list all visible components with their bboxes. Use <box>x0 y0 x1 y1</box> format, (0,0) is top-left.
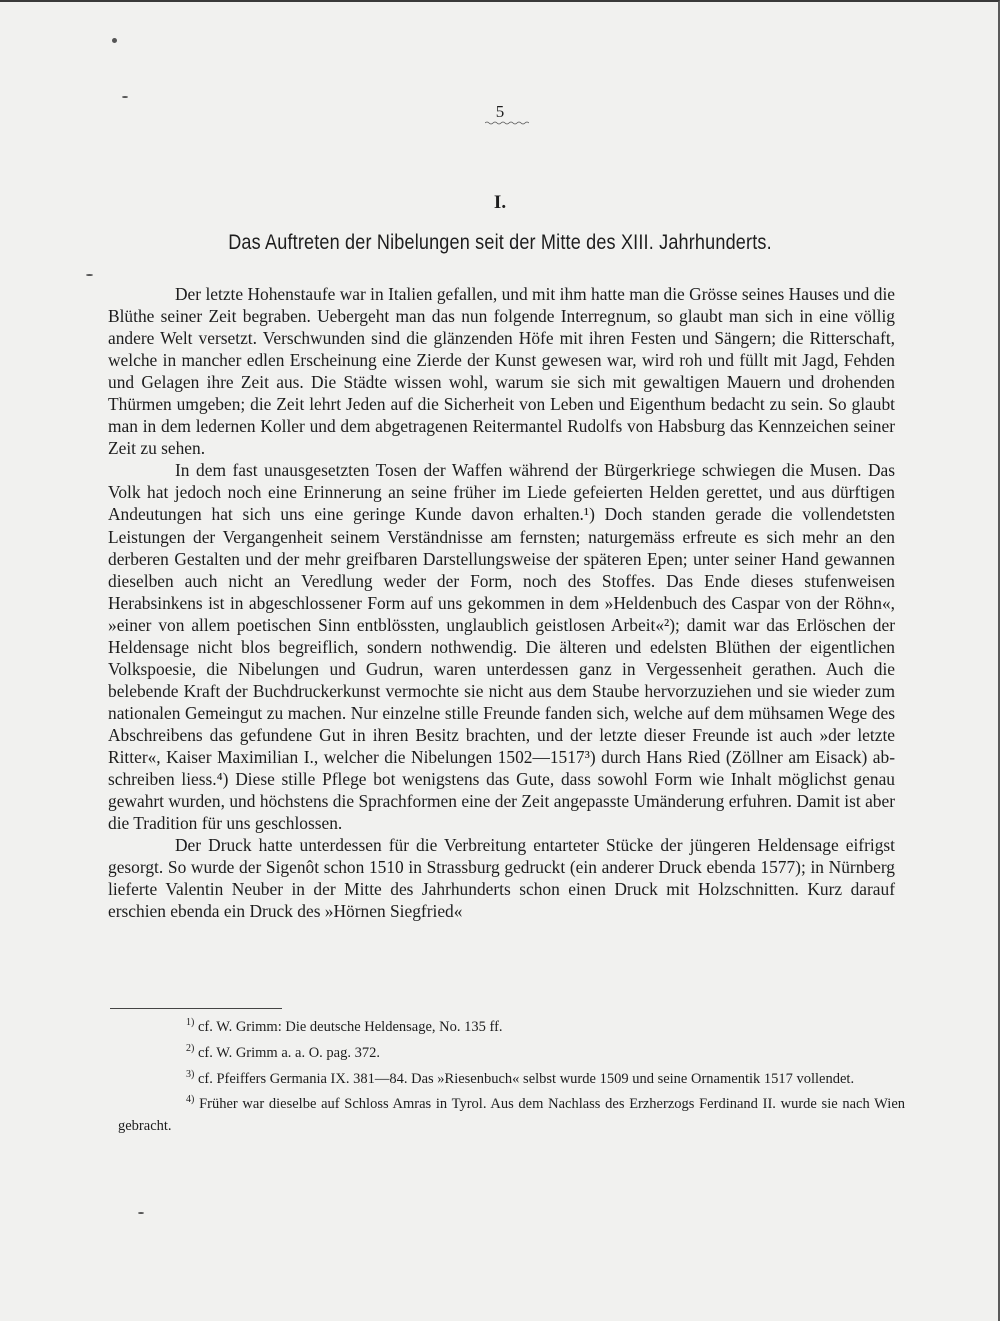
footnote-text: cf. W. Grimm a. a. O. pag. 372. <box>197 1044 380 1061</box>
print-speck <box>86 274 93 276</box>
chapter-number: I. <box>493 192 507 213</box>
footnote-marker: 1) <box>186 1017 195 1028</box>
print-speck <box>112 38 117 43</box>
paragraph: Der letzte Hohenstaufe war in Italien gefallen, und mit ihm hatte man die Grösse seines Hauses und die Blüthe seiner Zeit begraben. Uebergeht man das nun folgende Interregnum, so glaubt man sich in eine völlig andere Welt versetzt. Verschwunden sind die glänzenden Höfe mit ihren Festen und Sängern; die Ritterschaft, welche in mancher edlen Erscheinung eine Zierde der Kunst gewesen war, wird roh und füllt mit Jagd, Fehden und Gelagen ihre Zeit aus. Die Städte wissen wohl, warum sie sich mit gewaltigen Mauern und drohenden Thürmen umgeben; die Zeit lehrt Jeden auf die Sicherheit von Leben und Eigenthum bedacht zu sein. So glaubt man in dem ledernen Koller und dem abgetragenen Reitermantel Rudolfs von Habsburg das Kennzeichen seiner Zeit zu sehen. <box>108 284 895 459</box>
footnotes <box>118 1012 905 1137</box>
page-number: 5 <box>495 102 505 121</box>
paragraph: Der Druck hatte unterdessen für die Verbreitung entarteter Stücke der jüngeren Heldensage eifrigst gesorgt. So wurde der Sigenôt schon 1510 in Strassburg gedruckt (ein anderer Druck ebenda 1577); in Nürnberg lieferte Valentin Neuber in der Mitte des Jahrhunderts schon einen Druck mit Holzschnitten. Kurz darauf erschien ebenda ein Druck des »Hörnen Siegfried« <box>108 835 895 922</box>
paragraph: In dem fast unausgesetzten Tosen der Waffen während der Bürgerkriege schwiegen die Musen. Das Volk hat jedoch noch eine Erinnerung an seine früher im Liede gefeierten Helden gerettet, und aus dürftigen Andeutungen hat sich uns eine geringe Kunde davon erhalten.¹) Doch standen gerade die vollendetsten Leistungen der Vergangenheit seinem Verständnisse am fernsten; naturgemäss erfreute es sich mehr an den derberen Gestalten und der mehr greifbaren Darstellungsweise der späteren Epen; unter seiner Hand gewannen dieselben auch nicht an Veredlung weder der Form, noch des Stoffes. Das Ende dieses stufenweisen Herabsinkens ist in abgeschlossener Form auf uns gekommen in dem »Heldenbuch des Caspar von der Röhn«, »einer von allem poetischen Sinn entblössten, unglaublich geistlosen Arbeit«²); damit war das Erlöschen der Heldensage nicht blos begreiflich, sondern nothwendig. Die älteren und edelsten Blüthen der eigentlichen Volkspoesie, die Nibelungen und Gudrun, waren unterdessen ganz in Vergessenheit gerathen. Auch die belebende Kraft der Buchdruckerkunst vermochte sie nicht aus dem Staube hervorzuziehen und sie wieder zum nationalen Gemeingut zu machen. Nur einzelne stille Freunde fanden sich, welche auf dem mühsamen Wege des Abschreibens das gefundene Gut in ihren Besitz brachten, und der letzte dieser Freunde ist auch »der letzte Ritter«, Kaiser Maximilian I., welcher die Nibelungen 1502—1517³) durch Hans Ried (Zöllner am Eisack) abschreiben liess.⁴) Diese stille Pflege bot wenigstens das Gute, dass sowohl Form wie Inhalt möglichst genau gewahrt wurden, und höchstens die Sprachformen eine der Zeit angepasste Umänderung erfuhren. Damit ist aber die Tradition für uns geschlossen. <box>108 460 895 834</box>
footnote-marker: 2) <box>186 1042 195 1054</box>
page-number-ornament <box>485 121 529 125</box>
footnote <box>118 1064 905 1090</box>
print-speck <box>122 96 128 98</box>
footnote <box>118 1089 905 1137</box>
footnote-text: cf. W. Grimm: Die deutsche Heldensage, No. 135 ff. <box>197 1018 503 1035</box>
footnote-text: Früher war dieselbe auf Schloss Amras in Tyrol. Aus dem Nachlass des Erzherzogs Ferdinand II. wurde sie nach Wien gebracht. <box>118 1096 905 1135</box>
footnote <box>118 1038 905 1064</box>
chapter-title: Das Auftreten der Nibelungen seit der Mitte des XIII. Jahrhunderts. <box>228 231 772 254</box>
print-speck <box>138 1212 144 1214</box>
body-text <box>108 283 895 922</box>
footnote-text: cf. Pfeiffers Germania IX. 381—84. Das »Riesenbuch« selbst wurde 1509 und seine Ornamentik 1517 vollendet. <box>197 1070 855 1087</box>
footnote-marker: 3) <box>186 1068 195 1080</box>
footnote-marker: 4) <box>186 1094 195 1106</box>
footnote <box>118 1012 905 1038</box>
footnote-divider <box>110 1008 282 1009</box>
